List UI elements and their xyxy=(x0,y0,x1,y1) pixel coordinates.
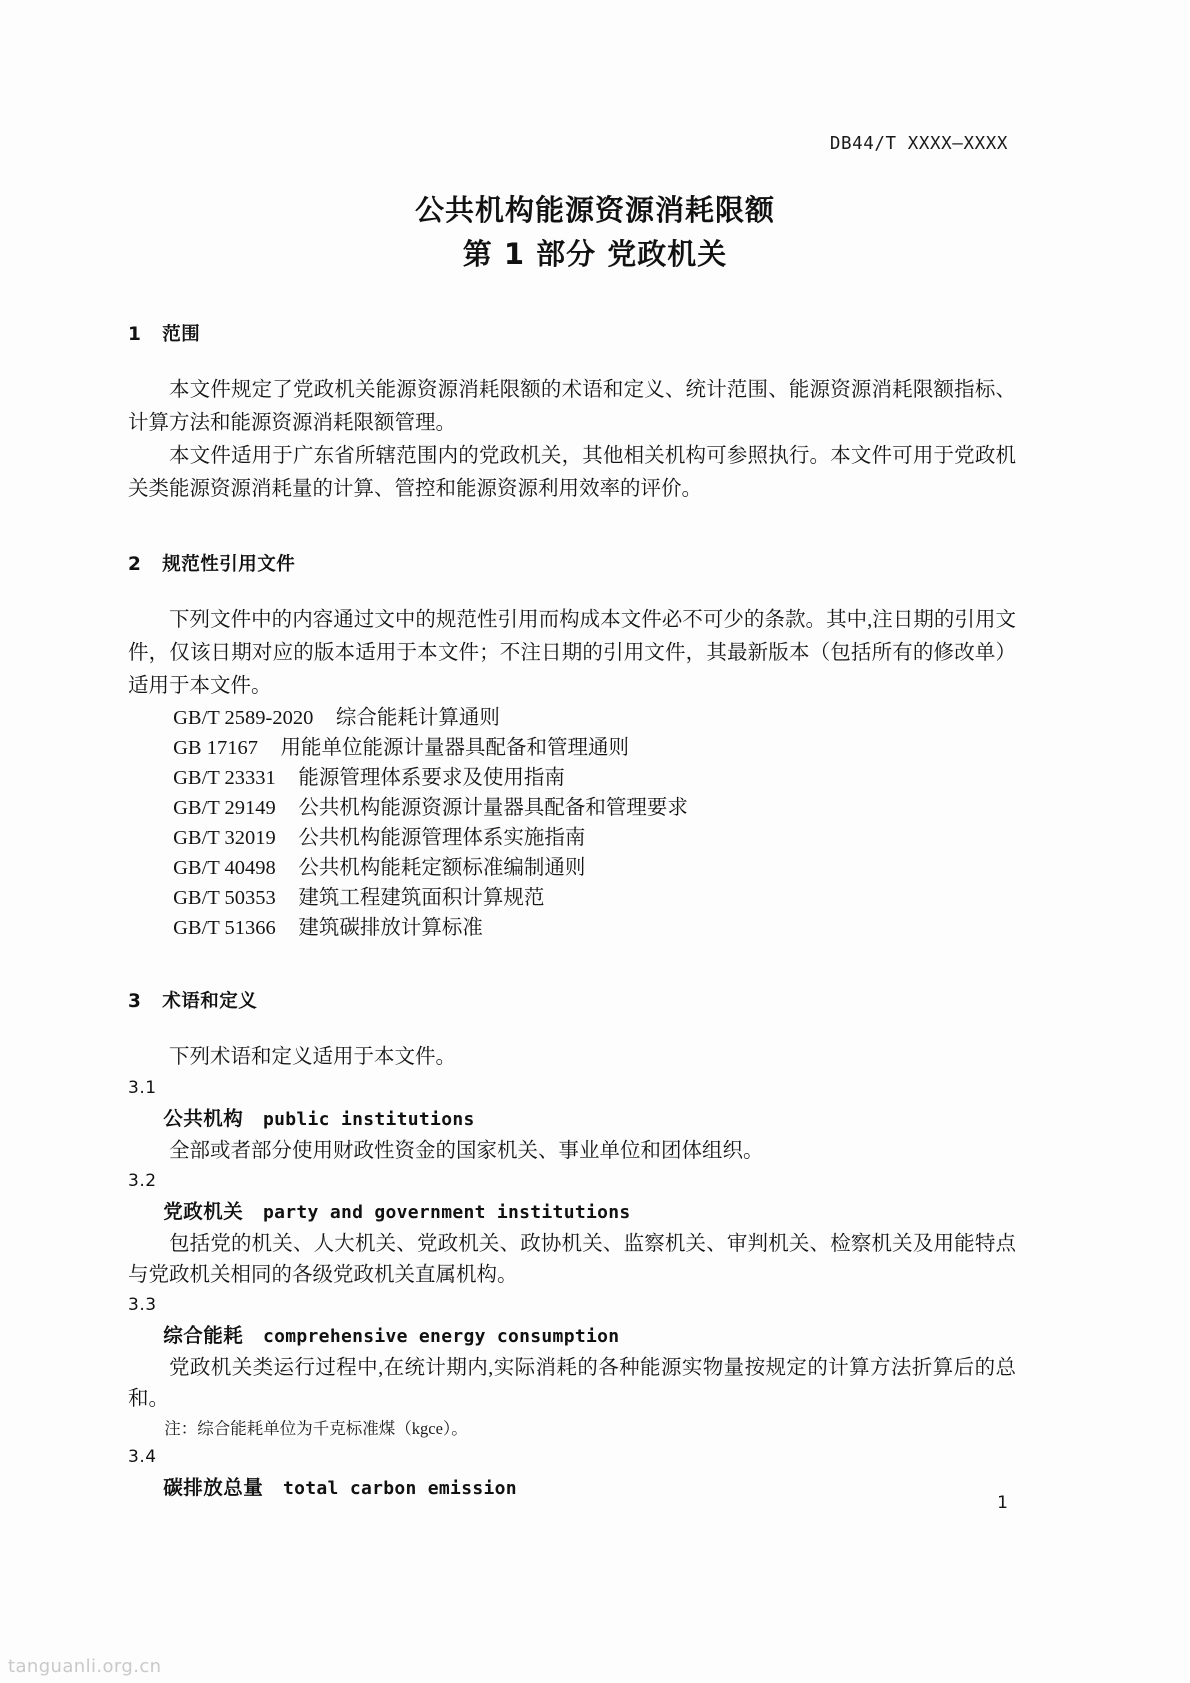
term-number-3-3: 3.3 xyxy=(128,1295,157,1315)
term-definition-3-1: 全部或者部分使用财政性资金的国家机关、事业单位和团体组织。 xyxy=(169,1140,764,1162)
title-line-2: 第 1 部分 党政机关 xyxy=(462,237,728,271)
scope-paragraph-2: 本文件适用于广东省所辖范围内的党政机关，其他相关机构可参照执行。本文件可用于党政机关类能源资源消耗量的计算、管控和能源资源利用效率的评价。 xyxy=(128,445,1016,500)
spacer xyxy=(128,943,1016,987)
spacer xyxy=(128,576,1016,604)
reference-title: 建筑工程建筑面积计算规范 xyxy=(298,887,545,909)
list-item xyxy=(128,733,1016,763)
title-line-1: 公共机构能源资源消耗限额 xyxy=(414,193,775,227)
reference-title: 公共机构能源管理体系实施指南 xyxy=(298,827,586,849)
term-chinese: 碳排放总量 xyxy=(163,1476,264,1499)
spacer xyxy=(128,346,1016,374)
spacer xyxy=(128,1013,1016,1041)
term-heading-3-2 xyxy=(128,1196,1016,1229)
reference-title: 建筑碳排放计算标准 xyxy=(298,917,483,939)
reference-title: 用能单位能源计量器具配备和管理通则 xyxy=(280,737,629,759)
term-heading-3-4 xyxy=(128,1472,1016,1505)
document-title xyxy=(0,188,1190,276)
reference-title: 综合能耗计算通则 xyxy=(335,707,500,729)
term-chinese: 公共机构 xyxy=(163,1107,244,1130)
term-number-3-4: 3.4 xyxy=(128,1447,157,1467)
reference-code: GB/T 2589-2020 xyxy=(173,707,314,729)
heading-normative-references: 2 规范性引用文件 xyxy=(128,554,296,575)
list-item xyxy=(128,913,1016,943)
reference-code: GB 17167 xyxy=(173,737,258,759)
reference-code: GB/T 40498 xyxy=(173,857,276,879)
watermark: tanguanli.org.cn xyxy=(8,1656,162,1677)
term-chinese: 党政机关 xyxy=(163,1200,244,1223)
term-number-3-2: 3.2 xyxy=(128,1171,157,1191)
term-english: public institutions xyxy=(263,1109,475,1130)
term-english: total carbon emission xyxy=(283,1478,517,1499)
normative-reference-list xyxy=(128,703,1016,943)
reference-code: GB/T 29149 xyxy=(173,797,276,819)
term-note-3-3: 注：综合能耗单位为千克标准煤（kgce）。 xyxy=(164,1419,468,1438)
spacer xyxy=(128,506,1016,550)
term-chinese: 综合能耗 xyxy=(163,1324,244,1347)
term-definition-3-3: 党政机关类运行过程中,在统计期内,实际消耗的各种能源实物量按规定的计算方法折算后的总和。 xyxy=(128,1357,1016,1410)
term-english: party and government institutions xyxy=(263,1202,631,1223)
term-heading-3-3 xyxy=(128,1320,1016,1353)
reference-title: 能源管理体系要求及使用指南 xyxy=(298,767,565,789)
normative-references-paragraph: 下列文件中的内容通过文中的规范性引用而构成本文件必不可少的条款。其中,注日期的引用文件，仅该日期对应的版本适用于本文件；不注日期的引用文件，其最新版本（包括所有的修改单）适用于本文件。 xyxy=(128,609,1016,697)
term-number-3-1: 3.1 xyxy=(128,1078,157,1098)
document-body xyxy=(128,320,1016,1505)
standard-number-header: DB44/T XXXX—XXXX xyxy=(829,134,1008,154)
heading-terms-and-definitions: 3 术语和定义 xyxy=(128,991,258,1012)
term-definition-3-2: 包括党的机关、人大机关、党政机关、政协机关、监察机关、审判机关、检察机关及用能特点与党政机关相同的各级党政机关直属机构。 xyxy=(128,1233,1016,1286)
term-english: comprehensive energy consumption xyxy=(263,1326,620,1347)
reference-title: 公共机构能耗定额标准编制通则 xyxy=(298,857,586,879)
reference-title: 公共机构能源资源计量器具配备和管理要求 xyxy=(298,797,688,819)
list-item xyxy=(128,703,1016,733)
terms-intro: 下列术语和定义适用于本文件。 xyxy=(169,1046,456,1068)
reference-code: GB/T 51366 xyxy=(173,917,276,939)
page-number: 1 xyxy=(997,1493,1008,1513)
list-item xyxy=(128,793,1016,823)
list-item xyxy=(128,763,1016,793)
heading-scope: 1 范围 xyxy=(128,324,201,345)
list-item xyxy=(128,853,1016,883)
list-item xyxy=(128,823,1016,853)
reference-code: GB/T 50353 xyxy=(173,887,276,909)
reference-code: GB/T 23331 xyxy=(173,767,276,789)
scope-paragraph-1: 本文件规定了党政机关能源资源消耗限额的术语和定义、统计范围、能源资源消耗限额指标、计算方法和能源资源消耗限额管理。 xyxy=(128,379,1016,434)
term-heading-3-1 xyxy=(128,1103,1016,1136)
reference-code: GB/T 32019 xyxy=(173,827,276,849)
list-item xyxy=(128,883,1016,913)
